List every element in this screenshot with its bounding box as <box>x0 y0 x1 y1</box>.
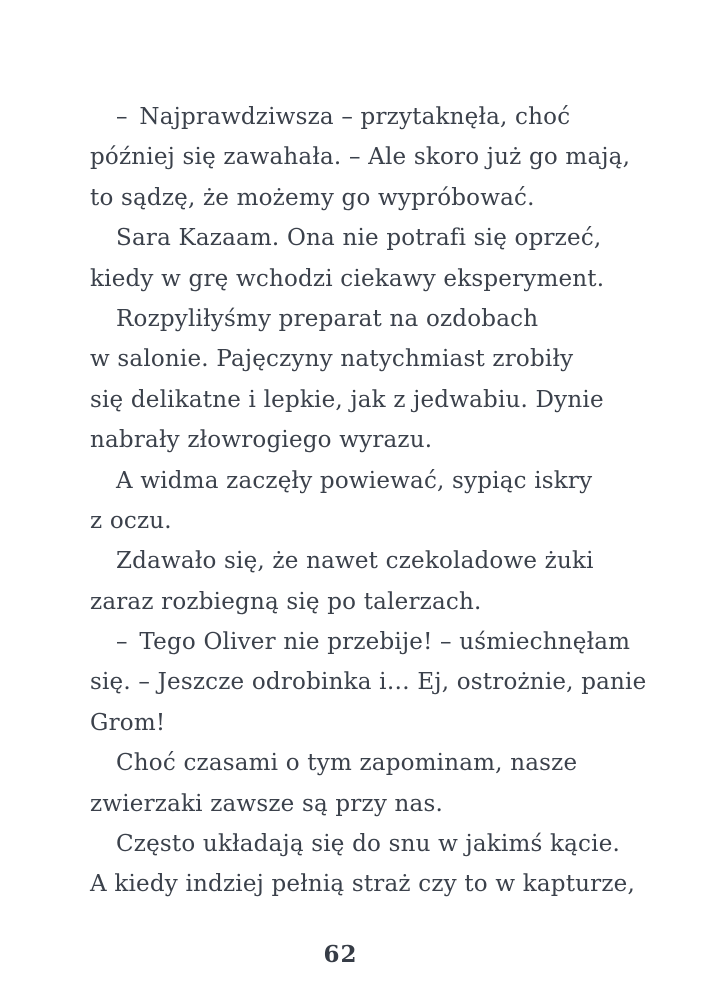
text-line: Grom! <box>90 709 166 736</box>
text-line: – Najprawdziwsza – przytaknęła, choć <box>116 104 571 130</box>
text-line: to sądzę, że możemy go wypróbować. <box>90 184 535 211</box>
text-line: zaraz rozbiegną się po talerzach. <box>90 588 482 615</box>
text-line: kiedy w grę wchodzi ciekawy eksperyment. <box>90 265 605 292</box>
text-line: się. – Jeszcze odrobinka i… Ej, ostrożnie, panie <box>90 669 647 696</box>
text-line: Często układają się do snu w jakimś kącie. <box>116 831 621 858</box>
text-line: zwierzaki zawsze są przy nas. <box>90 790 443 817</box>
text-line: później się zawahała. – Ale skoro już go mają, <box>90 144 631 171</box>
text-line: – Tego Oliver nie przebije! – uśmiechnęłam <box>116 629 631 656</box>
text-line: w salonie. Pajęczyny natychmiast zrobiły <box>90 346 574 373</box>
text-line: się delikatne i lepkie, jak z jedwabiu. Dynie <box>90 386 604 413</box>
page-number: 62 <box>323 941 358 968</box>
text-line: z oczu. <box>90 507 172 534</box>
text-line: A kiedy indziej pełnią straż czy to w kapturze, <box>90 871 636 898</box>
text-line: nabrały złowrogiego wyrazu. <box>90 427 433 454</box>
text-line: Choć czasami o tym zapominam, nasze <box>116 750 578 777</box>
text-line: Sara Kazaam. Ona nie potrafi się oprzeć, <box>116 225 602 252</box>
text-line: Zdawało się, że nawet czekoladowe żuki <box>116 548 594 575</box>
text-line: A widma zaczęły powiewać, sypiąc iskry <box>116 467 593 494</box>
text-line: Rozpyliłyśmy preparat na ozdobach <box>116 305 539 332</box>
page-text <box>90 97 647 905</box>
